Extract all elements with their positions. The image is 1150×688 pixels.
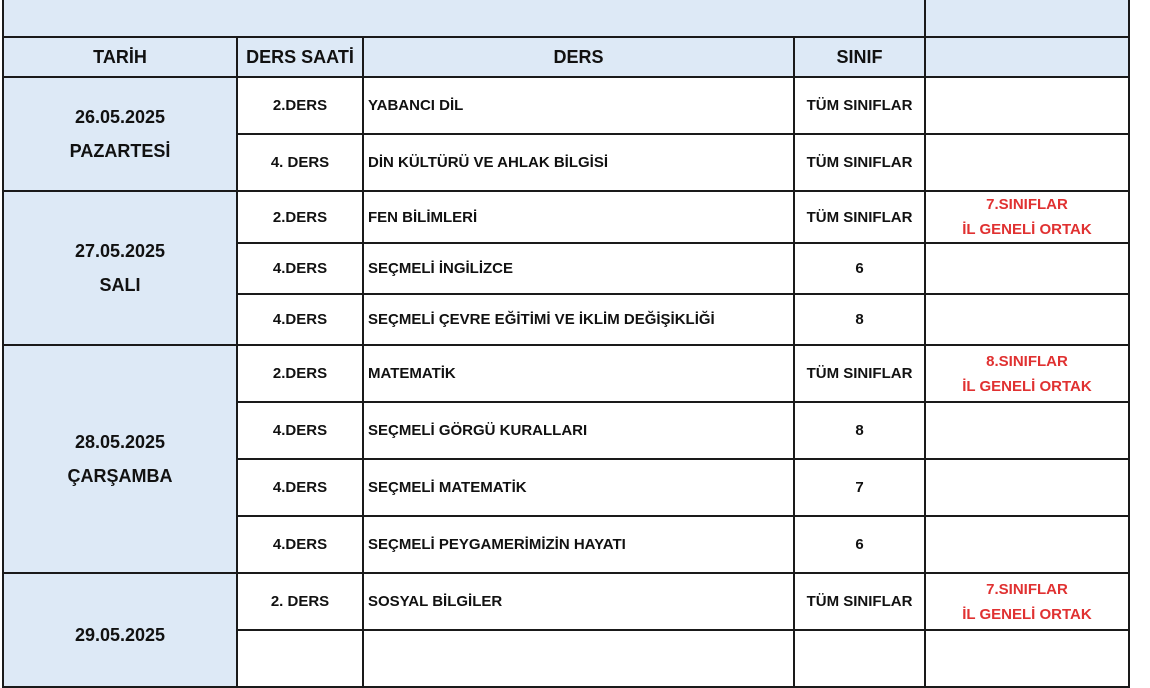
title-cell <box>3 0 925 37</box>
ders-saati-cell: 2.DERS <box>237 77 363 134</box>
ders-cell <box>363 630 794 687</box>
note-cell <box>925 573 1129 630</box>
note-cell <box>925 516 1129 573</box>
header-sinif: SINIF <box>794 37 925 77</box>
note-cell <box>925 630 1129 687</box>
date-text: 29.05.2025 <box>74 625 166 645</box>
ders-saati-cell: 4.DERS <box>237 459 363 516</box>
date-cell <box>3 77 237 191</box>
date-cell <box>3 191 237 345</box>
date-text: 27.05.2025 <box>74 241 166 261</box>
sinif-cell: TÜM SINIFLAR <box>794 345 925 402</box>
table-row <box>3 77 1129 134</box>
ders-cell: SOSYAL BİLGİLER <box>363 573 794 630</box>
header-row <box>3 37 1129 77</box>
table-row <box>3 191 1129 243</box>
sinif-cell: 8 <box>794 294 925 345</box>
note-cell <box>925 294 1129 345</box>
ders-cell: SEÇMELİ GÖRGÜ KURALLARI <box>363 402 794 459</box>
ders-cell: SEÇMELİ PEYGAMERİMİZİN HAYATI <box>363 516 794 573</box>
ders-cell: YABANCI DİL <box>363 77 794 134</box>
sinif-cell: TÜM SINIFLAR <box>794 77 925 134</box>
title-side-cell <box>925 0 1129 37</box>
ders-cell: MATEMATİK <box>363 345 794 402</box>
day-text: ÇARŞAMBA <box>67 466 173 486</box>
sinif-cell: 8 <box>794 402 925 459</box>
note-line: İL GENELİ ORTAK <box>962 605 1092 623</box>
note-line: İL GENELİ ORTAK <box>962 221 1092 238</box>
note-line: İL GENELİ ORTAK <box>962 377 1092 395</box>
sinif-cell: 6 <box>794 516 925 573</box>
date-cell <box>3 345 237 573</box>
date-text: 26.05.2025 <box>74 107 166 127</box>
ders-saati-cell: 4.DERS <box>237 294 363 345</box>
note-cell <box>925 345 1129 402</box>
ders-saati-cell: 2.DERS <box>237 345 363 402</box>
ders-saati-cell: 4.DERS <box>237 402 363 459</box>
ders-cell: DİN KÜLTÜRÜ VE AHLAK BİLGİSİ <box>363 134 794 191</box>
day-text: PAZARTESİ <box>69 141 171 161</box>
ders-saati-cell <box>237 630 363 687</box>
header-ders: DERS <box>363 37 794 77</box>
ders-saati-cell: 4.DERS <box>237 243 363 294</box>
ders-saati-cell: 2. DERS <box>237 573 363 630</box>
ders-cell: SEÇMELİ İNGİLİZCE <box>363 243 794 294</box>
ders-saati-cell: 2.DERS <box>237 191 363 243</box>
sinif-cell: TÜM SINIFLAR <box>794 134 925 191</box>
exam-schedule-table <box>2 0 1130 688</box>
note-cell <box>925 77 1129 134</box>
note-cell <box>925 134 1129 191</box>
header-note <box>925 37 1129 77</box>
title-row <box>3 0 1129 37</box>
note-line: 8.SINIFLAR <box>986 352 1068 370</box>
note-line: 7.SINIFLAR <box>986 580 1068 598</box>
note-cell <box>925 243 1129 294</box>
table-row <box>3 573 1129 630</box>
sinif-cell: TÜM SINIFLAR <box>794 191 925 243</box>
ders-saati-cell: 4. DERS <box>237 134 363 191</box>
sinif-cell: 7 <box>794 459 925 516</box>
ders-cell: FEN BİLİMLERİ <box>363 191 794 243</box>
table-row <box>3 345 1129 402</box>
ders-cell: SEÇMELİ MATEMATİK <box>363 459 794 516</box>
ders-cell: SEÇMELİ ÇEVRE EĞİTİMİ VE İKLİM DEĞİŞİKLİĞİ <box>363 294 794 345</box>
note-line: 7.SINIFLAR <box>986 196 1068 213</box>
header-tarih: TARİH <box>3 37 237 77</box>
sinif-cell <box>794 630 925 687</box>
sinif-cell: TÜM SINIFLAR <box>794 573 925 630</box>
date-text: 28.05.2025 <box>74 432 166 452</box>
date-cell <box>3 573 237 687</box>
day-text: SALI <box>99 275 141 295</box>
note-cell <box>925 459 1129 516</box>
sinif-cell: 6 <box>794 243 925 294</box>
note-cell <box>925 402 1129 459</box>
header-ders-saati: DERS SAATİ <box>237 37 363 77</box>
note-cell <box>925 191 1129 243</box>
ders-saati-cell: 4.DERS <box>237 516 363 573</box>
